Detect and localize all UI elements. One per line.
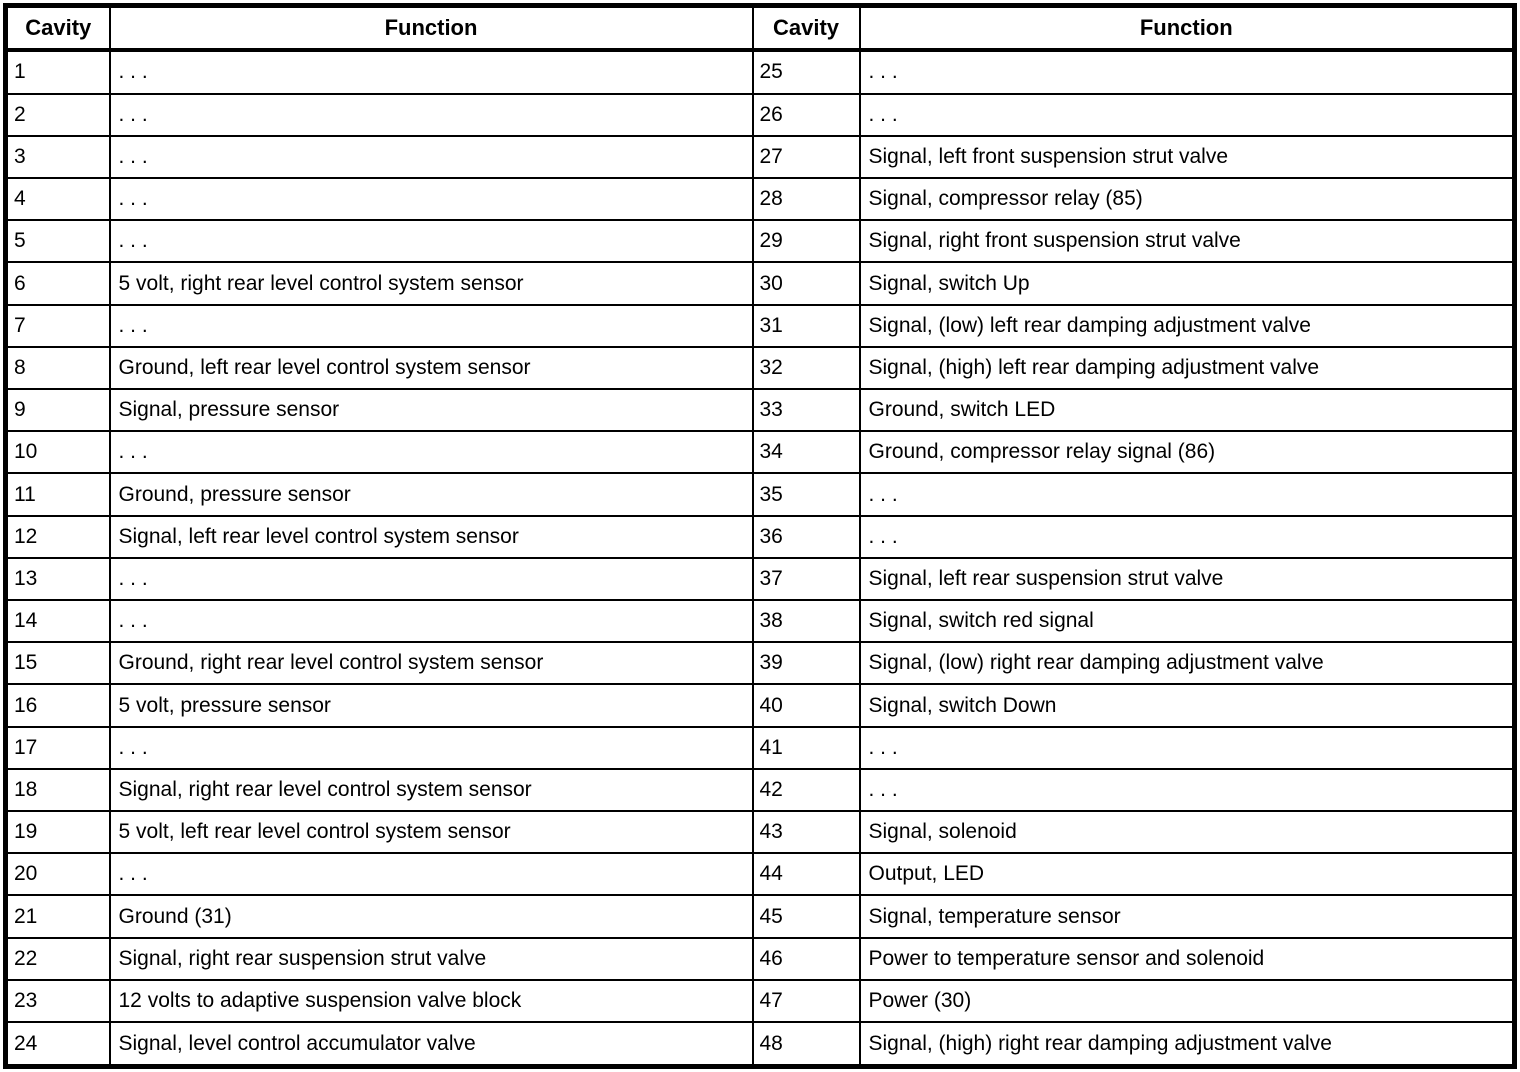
function-text-cell: . . . (110, 50, 753, 94)
function-text-cell: . . . (110, 600, 753, 642)
function-text-cell: . . . (110, 178, 753, 220)
function-text-cell: 5 volt, left rear level control system sensor (110, 811, 753, 853)
function-text-cell: . . . (860, 769, 1515, 811)
function-text-cell: Power to temperature sensor and solenoid (860, 938, 1515, 980)
function-text-cell: . . . (110, 94, 753, 136)
function-text-cell: . . . (110, 727, 753, 769)
function-text-cell: Signal, pressure sensor (110, 389, 753, 431)
table-row (6, 389, 1515, 431)
cavity-number-cell: 28 (753, 178, 860, 220)
function-text-cell: Signal, temperature sensor (860, 895, 1515, 937)
table-row (6, 980, 1515, 1022)
table-row (6, 600, 1515, 642)
function-text-cell: 5 volt, right rear level control system sensor (110, 262, 753, 304)
cavity-number-cell: 30 (753, 262, 860, 304)
cavity-number-cell: 11 (6, 473, 110, 515)
function-text-cell: Ground, compressor relay signal (86) (860, 431, 1515, 473)
function-text-cell: Ground, right rear level control system sensor (110, 642, 753, 684)
cavity-number-cell: 27 (753, 136, 860, 178)
function-text-cell: Output, LED (860, 853, 1515, 895)
cavity-number-cell: 20 (6, 853, 110, 895)
function-text-cell: . . . (110, 305, 753, 347)
function-text-cell: Ground, left rear level control system sensor (110, 347, 753, 389)
cavity-number-cell: 35 (753, 473, 860, 515)
cavity-number-cell: 13 (6, 558, 110, 600)
cavity-number-cell: 4 (6, 178, 110, 220)
cavity-number-cell: 7 (6, 305, 110, 347)
function-text-cell: Signal, (high) right rear damping adjustment valve (860, 1022, 1515, 1066)
cavity-number-cell: 17 (6, 727, 110, 769)
function-text-cell: Signal, switch red signal (860, 600, 1515, 642)
table-row (6, 220, 1515, 262)
function-text-cell: . . . (110, 853, 753, 895)
function-text-cell: . . . (860, 727, 1515, 769)
cavity-number-cell: 41 (753, 727, 860, 769)
function-text-cell: Signal, compressor relay (85) (860, 178, 1515, 220)
function-text-cell: Signal, right front suspension strut valve (860, 220, 1515, 262)
cavity-number-cell: 18 (6, 769, 110, 811)
table-row (6, 262, 1515, 304)
cavity-number-cell: 34 (753, 431, 860, 473)
cavity-number-cell: 9 (6, 389, 110, 431)
function-text-cell: Signal, left front suspension strut valve (860, 136, 1515, 178)
table-row (6, 431, 1515, 473)
function-text-cell: Power (30) (860, 980, 1515, 1022)
table-row (6, 94, 1515, 136)
function-text-cell: . . . (860, 516, 1515, 558)
table-row (6, 516, 1515, 558)
table-row (6, 178, 1515, 220)
cavity-number-cell: 6 (6, 262, 110, 304)
cavity-number-cell: 1 (6, 50, 110, 94)
cavity-number-cell: 8 (6, 347, 110, 389)
table-row (6, 50, 1515, 94)
function-text-cell: Ground, pressure sensor (110, 473, 753, 515)
cavity-number-cell: 29 (753, 220, 860, 262)
function-text-cell: Signal, (high) left rear damping adjustment valve (860, 347, 1515, 389)
cavity-number-cell: 46 (753, 938, 860, 980)
function-text-cell: . . . (860, 94, 1515, 136)
table-row (6, 727, 1515, 769)
cavity-number-cell: 14 (6, 600, 110, 642)
cavity-number-cell: 45 (753, 895, 860, 937)
function-text-cell: Ground (31) (110, 895, 753, 937)
cavity-number-cell: 22 (6, 938, 110, 980)
function-text-cell: . . . (860, 50, 1515, 94)
function-text-cell: . . . (110, 558, 753, 600)
table-row (6, 769, 1515, 811)
table-row (6, 473, 1515, 515)
function-text-cell: Signal, (low) right rear damping adjustment valve (860, 642, 1515, 684)
table-row (6, 895, 1515, 937)
function-text-cell: Signal, switch Up (860, 262, 1515, 304)
cavity-number-cell: 21 (6, 895, 110, 937)
table-row (6, 305, 1515, 347)
cavity-number-cell: 36 (753, 516, 860, 558)
cavity-number-cell: 3 (6, 136, 110, 178)
function-text-cell: . . . (860, 473, 1515, 515)
cavity-number-cell: 23 (6, 980, 110, 1022)
cavity-number-cell: 10 (6, 431, 110, 473)
cavity-number-cell: 5 (6, 220, 110, 262)
function-text-cell: Signal, (low) left rear damping adjustment valve (860, 305, 1515, 347)
function-text-cell: Signal, right rear suspension strut valve (110, 938, 753, 980)
cavity-function-table (3, 3, 1517, 1069)
function-text-cell: Ground, switch LED (860, 389, 1515, 431)
cavity-number-cell: 39 (753, 642, 860, 684)
cavity-number-cell: 48 (753, 1022, 860, 1066)
function-text-cell: Signal, level control accumulator valve (110, 1022, 753, 1066)
cavity-number-cell: 16 (6, 684, 110, 726)
cavity-number-cell: 33 (753, 389, 860, 431)
function-text-cell: Signal, right rear level control system sensor (110, 769, 753, 811)
cavity-number-cell: 12 (6, 516, 110, 558)
cavity-number-cell: 38 (753, 600, 860, 642)
function-text-cell: Signal, left rear suspension strut valve (860, 558, 1515, 600)
cavity-number-cell: 47 (753, 980, 860, 1022)
function-text-cell: Signal, solenoid (860, 811, 1515, 853)
function-text-cell: . . . (110, 431, 753, 473)
header-row (6, 6, 1515, 51)
function-text-cell: . . . (110, 136, 753, 178)
cavity-number-cell: 44 (753, 853, 860, 895)
header-function-right: Function (860, 6, 1515, 51)
cavity-number-cell: 32 (753, 347, 860, 389)
cavity-number-cell: 2 (6, 94, 110, 136)
cavity-number-cell: 31 (753, 305, 860, 347)
function-text-cell: Signal, left rear level control system sensor (110, 516, 753, 558)
cavity-number-cell: 42 (753, 769, 860, 811)
header-function-left: Function (110, 6, 753, 51)
table-row (6, 811, 1515, 853)
cavity-number-cell: 25 (753, 50, 860, 94)
table-row (6, 1022, 1515, 1066)
table-row (6, 558, 1515, 600)
table-row (6, 938, 1515, 980)
cavity-number-cell: 15 (6, 642, 110, 684)
cavity-number-cell: 26 (753, 94, 860, 136)
cavity-number-cell: 37 (753, 558, 860, 600)
table-row (6, 684, 1515, 726)
table-row (6, 347, 1515, 389)
cavity-number-cell: 19 (6, 811, 110, 853)
table-row (6, 642, 1515, 684)
cavity-number-cell: 24 (6, 1022, 110, 1066)
function-text-cell: 12 volts to adaptive suspension valve block (110, 980, 753, 1022)
header-cavity-left: Cavity (6, 6, 110, 51)
cavity-number-cell: 40 (753, 684, 860, 726)
cavity-number-cell: 43 (753, 811, 860, 853)
header-cavity-right: Cavity (753, 6, 860, 51)
table-row (6, 136, 1515, 178)
function-text-cell: . . . (110, 220, 753, 262)
function-text-cell: 5 volt, pressure sensor (110, 684, 753, 726)
function-text-cell: Signal, switch Down (860, 684, 1515, 726)
table-row (6, 853, 1515, 895)
